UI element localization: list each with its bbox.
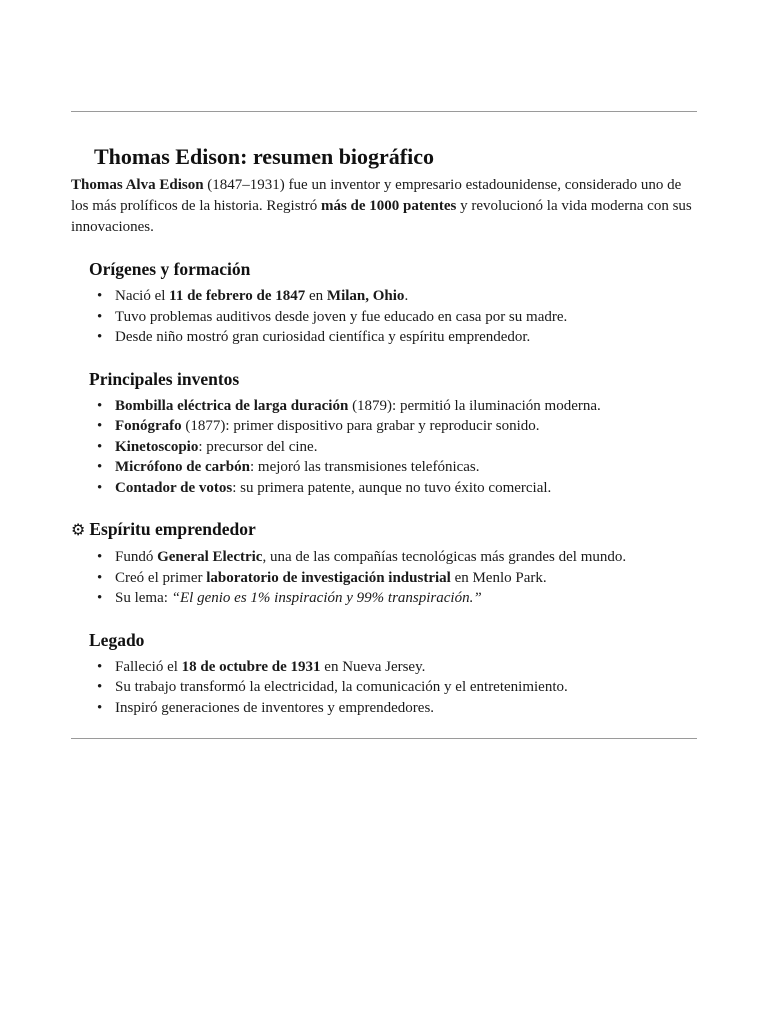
- invention-desc: : precursor del cine.: [198, 438, 318, 455]
- motto-quote: “El genio es 1% inspiración y 99% transpiración.”: [171, 590, 482, 606]
- invention-desc: : mejoró las transmisiones telefónicas.: [249, 459, 480, 475]
- text: en Nueva Jersey.: [320, 658, 426, 675]
- death-date: 18 de octubre de 1931: [181, 658, 321, 675]
- origins-list: [71, 286, 697, 348]
- invention-desc: (1877): primer dispositivo para grabar y reproducir sonido.: [181, 418, 540, 434]
- inventions-list: [71, 396, 697, 499]
- list-item: [97, 547, 697, 568]
- gear-icon: ⚙: [71, 520, 86, 539]
- list-item: • Desde niño mostró gran curiosidad científica y espíritu emprendedor.: [97, 327, 697, 348]
- list-item: [97, 416, 697, 437]
- list-item: [97, 457, 697, 478]
- list-item: [97, 437, 697, 458]
- birth-date: 11 de febrero de 1847: [169, 288, 306, 304]
- page-title: Thomas Edison: resumen biográfico: [94, 144, 435, 169]
- text: Fundó: [115, 549, 158, 565]
- list-item: • Inspiró generaciones de inventores y emprendedores.: [97, 698, 697, 719]
- text: .: [404, 288, 409, 304]
- intro-patents: más de 1000 patentes: [320, 198, 457, 214]
- text: Nació el: [115, 288, 170, 304]
- list-item: [97, 657, 697, 678]
- section-inventions: [71, 368, 697, 499]
- top-divider: [71, 111, 697, 112]
- list-item: [97, 286, 697, 307]
- invention-name: Micrófono de carbón: [115, 459, 250, 475]
- text: , una de las compañías tecnológicas más grandes del mundo.: [262, 549, 627, 565]
- intro-text-1: (1847–1931) fue un inventor y empresario estadounidense, considerado uno de los más prolíficos de la historia. Registró: [71, 177, 682, 214]
- list-item: [97, 588, 697, 609]
- section-legacy: [71, 629, 697, 719]
- intro-name: Thomas Alva Edison: [71, 177, 204, 193]
- text: en Menlo Park.: [450, 569, 547, 586]
- list-item: [97, 568, 697, 589]
- invention-name: Kinetoscopio: [115, 438, 199, 455]
- list-item: • Tuvo problemas auditivos desde joven y fue educado en casa por su madre.: [97, 307, 697, 328]
- bottom-divider: [71, 738, 697, 739]
- section-origins: [71, 258, 697, 348]
- lab-name: laboratorio de investigación industrial: [206, 569, 451, 586]
- legacy-list: [71, 657, 697, 719]
- invention-desc: : su primera patente, aunque no tuvo éxito comercial.: [232, 479, 552, 496]
- text: Su lema:: [115, 590, 172, 606]
- list-item: [97, 396, 697, 417]
- invention-desc: (1879): permitió la iluminación moderna.: [348, 397, 601, 414]
- section-heading-legacy: Legado: [89, 629, 145, 650]
- company-name: General Electric: [157, 549, 263, 565]
- section-heading-entrepreneur: [71, 518, 697, 541]
- intro-text-2: y revolucionó la vida moderna con sus innovaciones.: [71, 198, 692, 235]
- invention-name: Contador de votos: [115, 479, 233, 496]
- text: Falleció el: [115, 658, 182, 675]
- heading-text: Espíritu emprendedor: [89, 519, 256, 539]
- document-page: [71, 0, 697, 739]
- entrepreneur-list: [71, 547, 697, 609]
- section-entrepreneur: [71, 518, 697, 609]
- invention-name: Fonógrafo: [115, 418, 182, 434]
- section-heading-origins: Orígenes y formación: [89, 259, 251, 279]
- birth-place: Milan, Ohio: [326, 288, 405, 304]
- section-heading-inventions: Principales inventos: [89, 368, 240, 389]
- intro-paragraph: [71, 175, 697, 238]
- invention-name: Bombilla eléctrica de larga duración: [115, 397, 349, 414]
- list-item: • Su trabajo transformó la electricidad, la comunicación y el entretenimiento.: [97, 677, 697, 698]
- list-item: [97, 478, 697, 499]
- text: en: [305, 288, 327, 304]
- text: Creó el primer: [115, 569, 207, 586]
